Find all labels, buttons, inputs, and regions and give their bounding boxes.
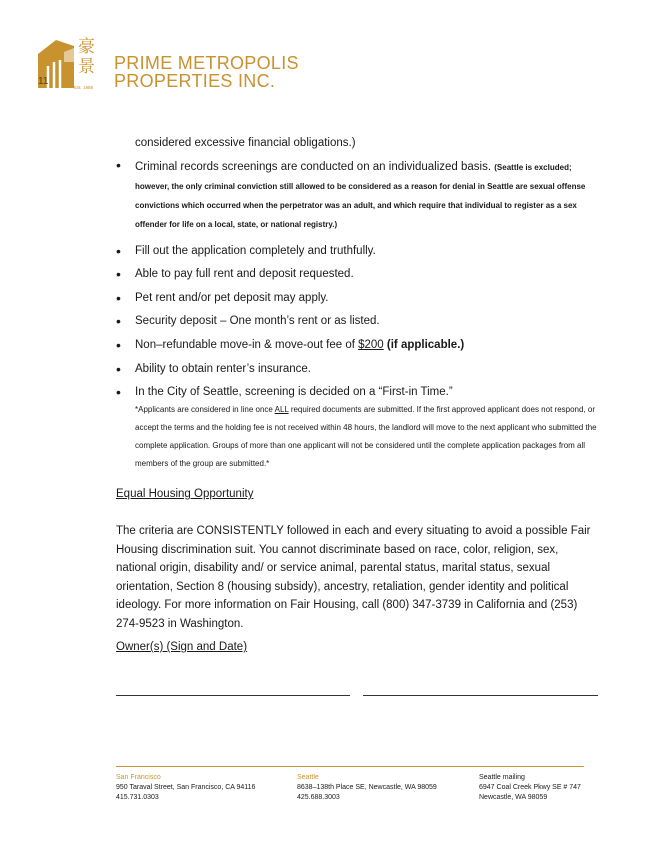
footer-seattle bbox=[297, 773, 437, 803]
company-name bbox=[114, 54, 299, 90]
equal-housing-heading: Equal Housing Opportunity bbox=[116, 488, 254, 500]
footer-seattle-mailing bbox=[479, 773, 581, 803]
fee-amount: $200 bbox=[358, 338, 384, 351]
letterhead bbox=[34, 32, 334, 102]
list-item bbox=[116, 158, 606, 234]
intro-continuation: considered excessive financial obligations.) bbox=[135, 137, 356, 149]
footer-divider bbox=[116, 766, 584, 767]
fee-prefix: Non–refundable move-in & move-out fee of bbox=[135, 338, 359, 351]
svg-text:景: 景 bbox=[78, 57, 95, 77]
list-item bbox=[116, 244, 606, 258]
company-name-line1: PRIME METROPOLIS bbox=[114, 53, 299, 73]
list-item bbox=[116, 362, 606, 376]
owner-signature-heading: Owner(s) (Sign and Date) bbox=[116, 641, 248, 653]
list-item bbox=[116, 314, 606, 328]
footer-seattle-address: 8638–138th Place SE, Newcastle, WA 98059 bbox=[297, 784, 437, 791]
footer-mailing-name: Seattle mailing bbox=[479, 774, 525, 781]
footer-sf-address: 950 Taraval Street, San Francisco, CA 94116 bbox=[116, 784, 256, 791]
company-name-line2: PROPERTIES INC. bbox=[114, 71, 276, 91]
owner-signature-line[interactable] bbox=[116, 695, 350, 696]
pet-text: Pet rent and/or pet deposit may apply. bbox=[135, 291, 329, 304]
list-item bbox=[116, 338, 606, 352]
list-item bbox=[116, 385, 606, 473]
seattle-screening-text: • In the City of Seattle, screening is decided on a “First-in Time.” bbox=[135, 386, 453, 399]
footer-seattle-phone: 425.688.3003 bbox=[297, 794, 340, 801]
svg-text:豪: 豪 bbox=[78, 37, 95, 57]
criminal-screening-text: Criminal records screenings are conducted on an individualized basis. bbox=[135, 161, 492, 173]
company-logo-icon bbox=[34, 32, 110, 98]
first-in-time-note bbox=[135, 401, 606, 473]
able-to-pay-text: Able to pay full rent and deposit requested. bbox=[135, 268, 354, 281]
svg-text:Est. 1988: Est. 1988 bbox=[74, 85, 94, 90]
list-item bbox=[116, 267, 606, 281]
insurance-text: Ability to obtain renter’s insurance. bbox=[135, 362, 312, 375]
list-item bbox=[116, 291, 606, 305]
equal-housing-body: The criteria are CONSISTENTLY followed in each and every situating to avoid a possible Fair Housing discrimination suit. You cannot discriminate based on race, color, religion, sex, national origin, disability and/ or service animal, parental status, marital status, sexual orientation, Section 8 (housing subsidy), ancestry, retaliation, gender identity and political ideology. For more information on Fair Housing, call (800) 347-3739 in California and (253) 274-9523 in Washington. bbox=[116, 525, 591, 630]
fill-out-text: Fill out the application completely and truthfully. bbox=[135, 244, 376, 257]
requirements-list bbox=[116, 158, 606, 483]
footer-mailing-address: 6947 Coal Creek Pkwy SE # 747 bbox=[479, 784, 581, 791]
svg-text:11: 11 bbox=[38, 76, 49, 87]
fee-suffix: (if applicable.) bbox=[386, 338, 465, 351]
seattle-exclusion-note: (Seattle is excluded; however, the only criminal conviction still allowed to be considered as a reason for denial in Seattle are sexual offense convictions which occurred when the perpetrator was an adult, and which require that individual to register as a sex offender for life on a local, state, or national registry.) bbox=[135, 163, 586, 229]
footer-seattle-name: Seattle bbox=[297, 774, 319, 781]
footer-sf-phone: 415.731.0303 bbox=[116, 794, 159, 801]
footer-mailing-city: Newcastle, WA 98059 bbox=[479, 794, 548, 801]
footer-sf-name: San Francisco bbox=[116, 774, 161, 781]
note-before: *Applicants are considered in line once bbox=[135, 405, 275, 415]
security-deposit-text: Security deposit – One month’s rent or as listed. bbox=[135, 315, 380, 328]
note-all: ALL bbox=[274, 405, 289, 415]
note-after: required documents are submitted. If the first approved applicant does not respond, or accept the terms and the holding fee is not received within 48 hours, the landlord will move to the next applicant who submitted the complete application. Groups of more than one applicant will not be considered until the complete application packages from all members of the group are submitted.* bbox=[135, 405, 597, 469]
date-signature-line[interactable] bbox=[363, 695, 598, 696]
footer-san-francisco bbox=[116, 773, 255, 803]
